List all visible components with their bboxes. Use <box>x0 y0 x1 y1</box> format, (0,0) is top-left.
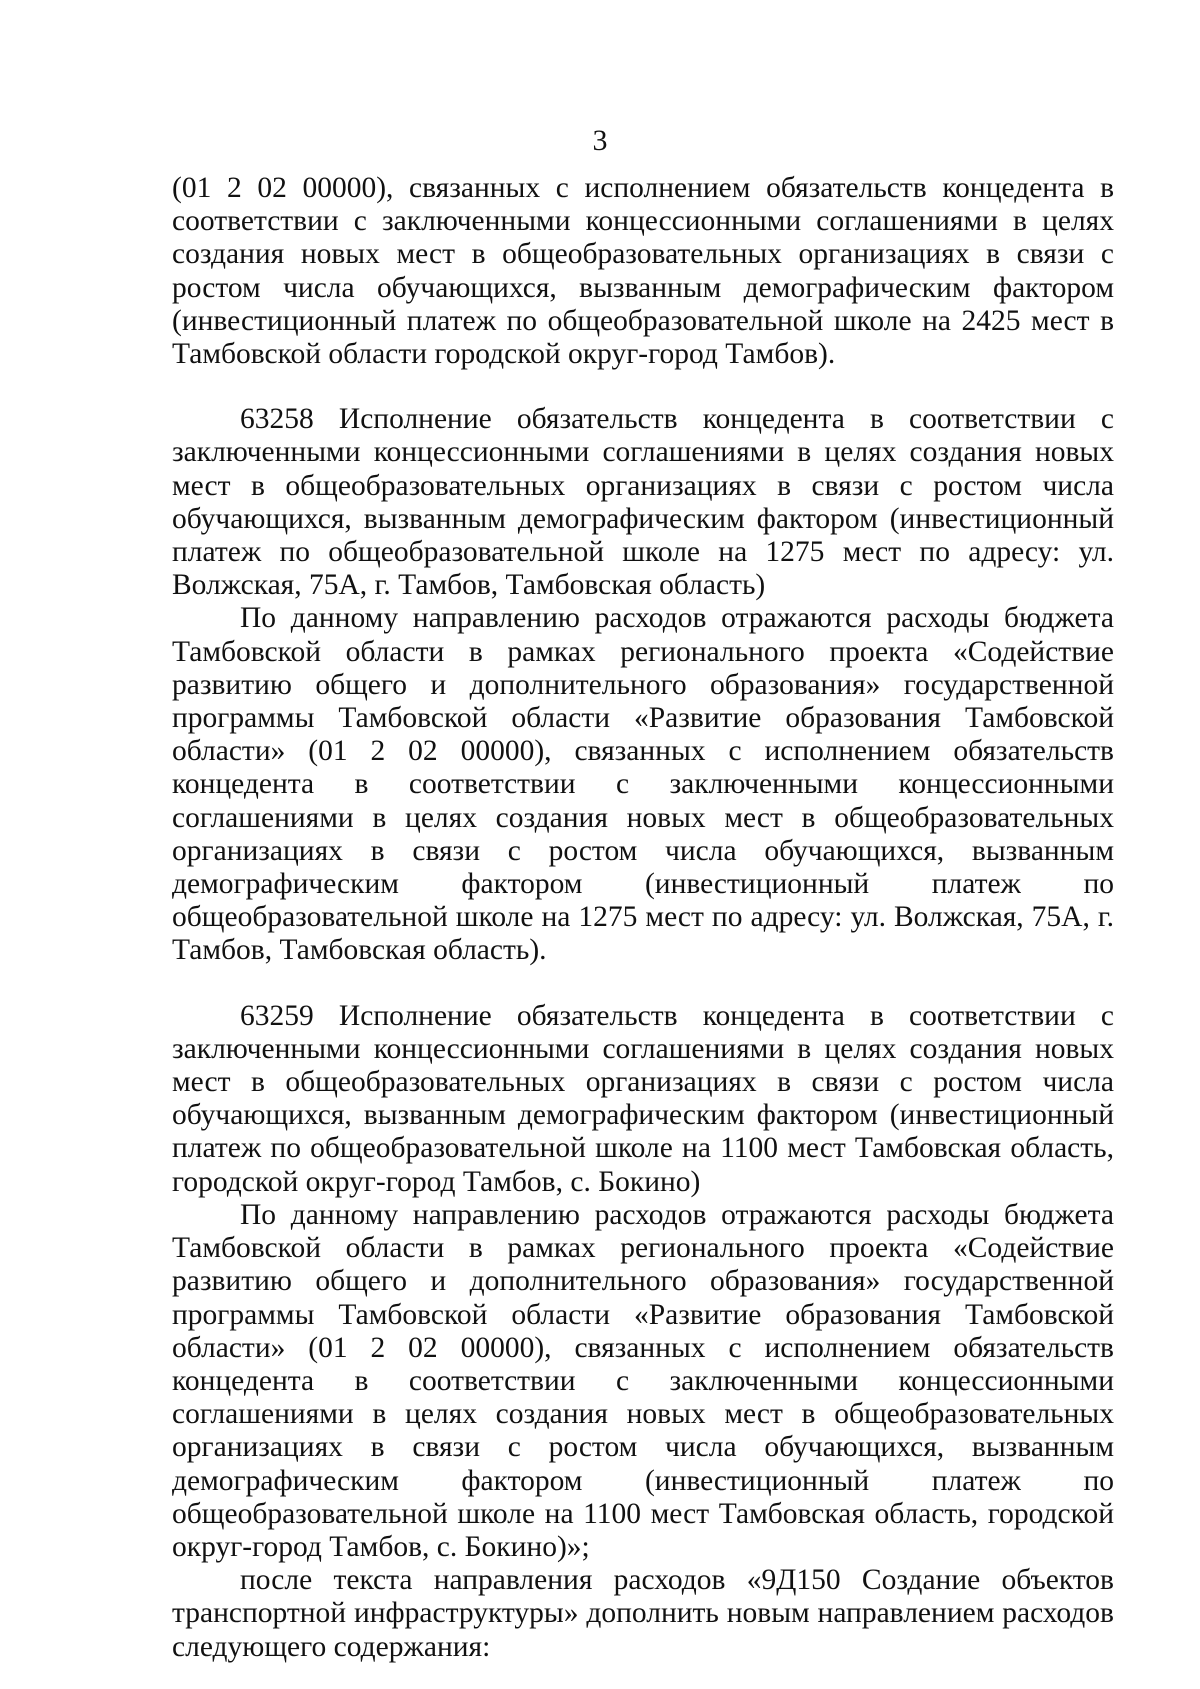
document-body <box>172 172 1114 1664</box>
paragraph-63258-description: По данному направлению расходов отражаются расходы бюджета Тамбовской области в рамках регионального проекта «Содействие развитию общего и дополнительного образования» государственной программы Тамбовской области «Развитие образования Тамбовской области» (01 2 02 00000), связанных с исполнением обязательств концедента в соответствии с заключенными концессионными соглашениями в целях создания новых мест в общеобразовательных организациях в связи с ростом числа обучающихся, вызванным демографическим фактором (инвестиционный платеж по общеобразовательной школе на 1275 мест по адресу: ул. Волжская, 75А, г. Тамбов, Тамбовская область). <box>172 602 1114 967</box>
paragraph-63259-heading: 63259 Исполнение обязательств концедента в соответствии с заключенными концессионными соглашениями в целях создания новых мест в общеобразовательных организациях в связи с ростом числа обучающихся, вызванным демографическим фактором (инвестиционный платеж по общеобразовательной школе на 1100 мест Тамбовская область, городской округ-город Тамбов, с. Бокино) <box>172 999 1114 1198</box>
paragraph-63259-description: По данному направлению расходов отражаются расходы бюджета Тамбовской области в рамках регионального проекта «Содействие развитию общего и дополнительного образования» государственной программы Тамбовской области «Развитие образования Тамбовской области» (01 2 02 00000), связанных с исполнением обязательств концедента в соответствии с заключенными концессионными соглашениями в целях создания новых мест в общеобразовательных организациях в связи с ростом числа обучающихся, вызванным демографическим фактором (инвестиционный платеж по общеобразовательной школе на 1100 мест Тамбовская область, городской округ-город Тамбов, с. Бокино)»; <box>172 1198 1114 1563</box>
paragraph-63258-heading: 63258 Исполнение обязательств концедента в соответствии с заключенными концессионными соглашениями в целях создания новых мест в общеобразовательных организациях в связи с ростом числа обучающихся, вызванным демографическим фактором (инвестиционный платеж по общеобразовательной школе на 1275 мест по адресу: ул. Волжская, 75А, г. Тамбов, Тамбовская область) <box>172 403 1114 602</box>
page-number: 3 <box>592 124 608 157</box>
paragraph-amendment-note: после текста направления расходов «9Д150 Создание объектов транспортной инфраструктуры» дополнить новым направлением расходов следующего содержания: <box>172 1564 1114 1663</box>
paragraph-continuation: (01 2 02 00000), связанных с исполнением обязательств концедента в соответствии с заключенными концессионными соглашениями в целях создания новых мест в общеобразовательных организациях в связи с ростом числа обучающихся, вызванным демографическим фактором (инвестиционный платеж по общеобразовательной школе на 2425 мест в Тамбовской области городской округ-город Тамбов). <box>172 172 1114 371</box>
